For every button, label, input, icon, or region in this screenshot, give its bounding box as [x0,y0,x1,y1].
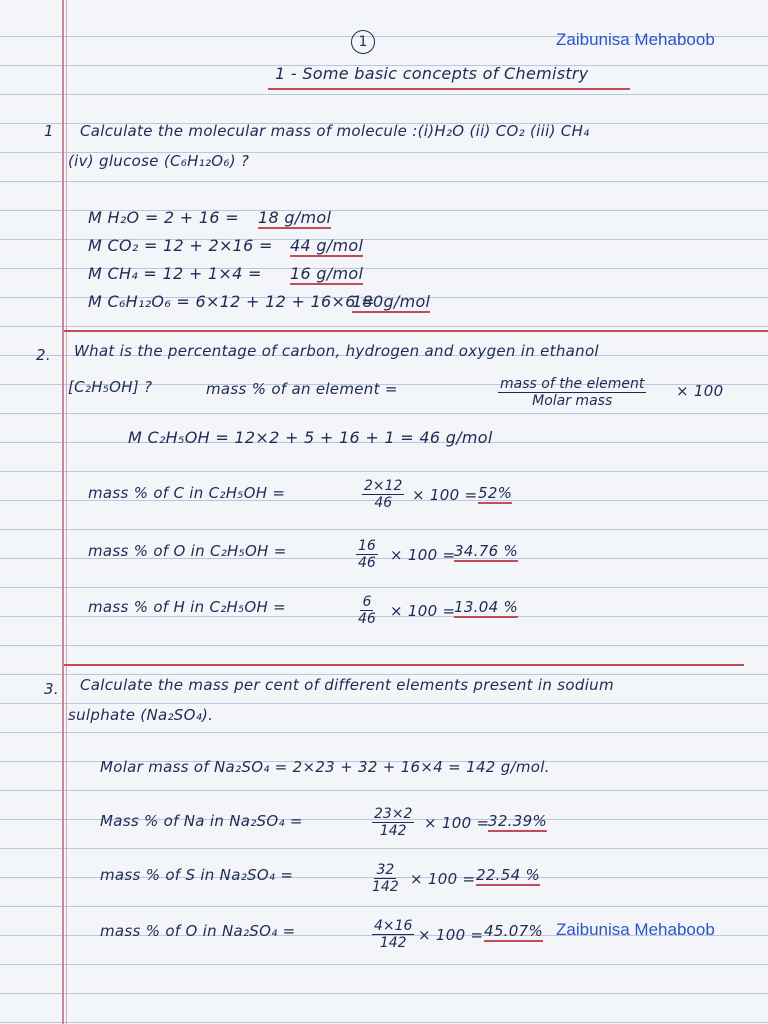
q1-number: 1 [44,122,54,140]
q1-line2-lhs: M CO₂ = 12 + 2×16 = [88,236,273,255]
q3-number: 3. [44,680,59,698]
q1-line3-lhs: M CH₄ = 12 + 1×4 = [88,264,262,283]
q1-line4-ans: 180g/mol [352,292,431,311]
q1-line4-lhs: M C₆H₁₂O₆ = 6×12 + 12 + 16×6 = [88,292,375,311]
q3-row3-lhs: mass % of O in Na₂SO₄ = [100,922,296,940]
q3-row1-den: 142 [379,823,407,840]
q2-row2-ans: 34.76 % [454,542,519,560]
q3-row3-frac [372,918,414,951]
watermark-bottom: Zaibunisa Mehaboob [556,920,715,939]
q2-row1-frac [362,478,404,511]
watermark-top: Zaibunisa Mehaboob [556,30,715,49]
q2-row1-num: 2×12 [364,478,403,494]
margin-line [62,0,64,1024]
q2-row1-ans: 52% [478,484,513,502]
q2-row3-frac [356,594,378,627]
q2-formula-tail: × 100 [676,382,724,400]
title-underline [268,88,630,90]
q3-row3-tail: × 100 = [418,926,484,944]
q2-question-line2a: [C₂H₅OH] ? [68,378,153,396]
q2-number: 2. [36,346,51,364]
q2-molar-mass: M C₂H₅OH = 12×2 + 5 + 16 + 1 = 46 g/mol [128,428,493,447]
margin-line-inner [66,0,67,1024]
q3-row1-num: 23×2 [374,806,413,822]
q1-line1-ans: 18 g/mol [258,208,332,227]
q2-question-line2b: mass % of an element = [206,380,398,398]
q3-molar-mass: Molar mass of Na₂SO₄ = 2×23 + 32 + 16×4 = 142 g/mol. [100,758,550,776]
q3-row3-ans: 45.07% [484,922,543,940]
q3-row2-ans: 22.54 % [476,866,541,884]
q2-row3-lhs: mass % of H in C₂H₅OH = [88,598,287,616]
q2-row2-tail: × 100 = [390,546,456,564]
page-number: 1 [351,30,375,54]
q3-row3-den: 142 [379,935,407,952]
q3-question-line2: sulphate (Na₂SO₄). [68,706,214,724]
q2-divider [64,664,744,666]
q3-row2-lhs: mass % of S in Na₂SO₄ = [100,866,294,884]
q2-row2-frac [356,538,378,571]
q2-row3-ans: 13.04 % [454,598,519,616]
q2-row2-lhs: mass % of O in C₂H₅OH = [88,542,287,560]
q2-formula [498,376,646,409]
q2-row2-den: 46 [358,555,376,572]
q2-row3-num: 6 [362,594,372,610]
q1-question-line2: (iv) glucose (C₆H₁₂O₆) ? [68,152,250,170]
q2-formula-denominator: Molar mass [532,393,613,410]
q3-row1-lhs: Mass % of Na in Na₂SO₄ = [100,812,303,830]
q1-line3-ans: 16 g/mol [290,264,364,283]
q1-line2-ans: 44 g/mol [290,236,364,255]
page-title: 1 - Some basic concepts of Chemistry [275,64,589,83]
q2-question-line1: What is the percentage of carbon, hydrogen and oxygen in ethanol [74,342,599,360]
q3-row2-den: 142 [372,879,399,896]
q3-row1-tail: × 100 = [424,814,490,832]
q3-row1-ans: 32.39% [488,812,547,830]
q2-row1-den: 46 [374,495,393,512]
q3-row3-num: 4×16 [374,918,413,934]
q1-line1-lhs: M H₂O = 2 + 16 = [88,208,239,227]
q2-row1-lhs: mass % of C in C₂H₅OH = [88,484,286,502]
q3-row2-num: 32 [376,862,395,878]
q2-row2-num: 16 [358,538,376,554]
q2-formula-numerator: mass of the element [500,376,645,392]
q2-row1-tail: × 100 = [412,486,478,504]
q3-question-line1: Calculate the mass per cent of different elements present in sodium [80,676,614,694]
q1-divider [64,330,768,332]
q2-row3-tail: × 100 = [390,602,456,620]
q1-question-line1: Calculate the molecular mass of molecule :(i)H₂O (ii) CO₂ (iii) CH₄ [80,122,590,140]
q3-row2-frac [370,862,401,895]
q2-row3-den: 46 [358,611,376,628]
q3-row2-tail: × 100 = [410,870,476,888]
q3-row1-frac [372,806,414,839]
